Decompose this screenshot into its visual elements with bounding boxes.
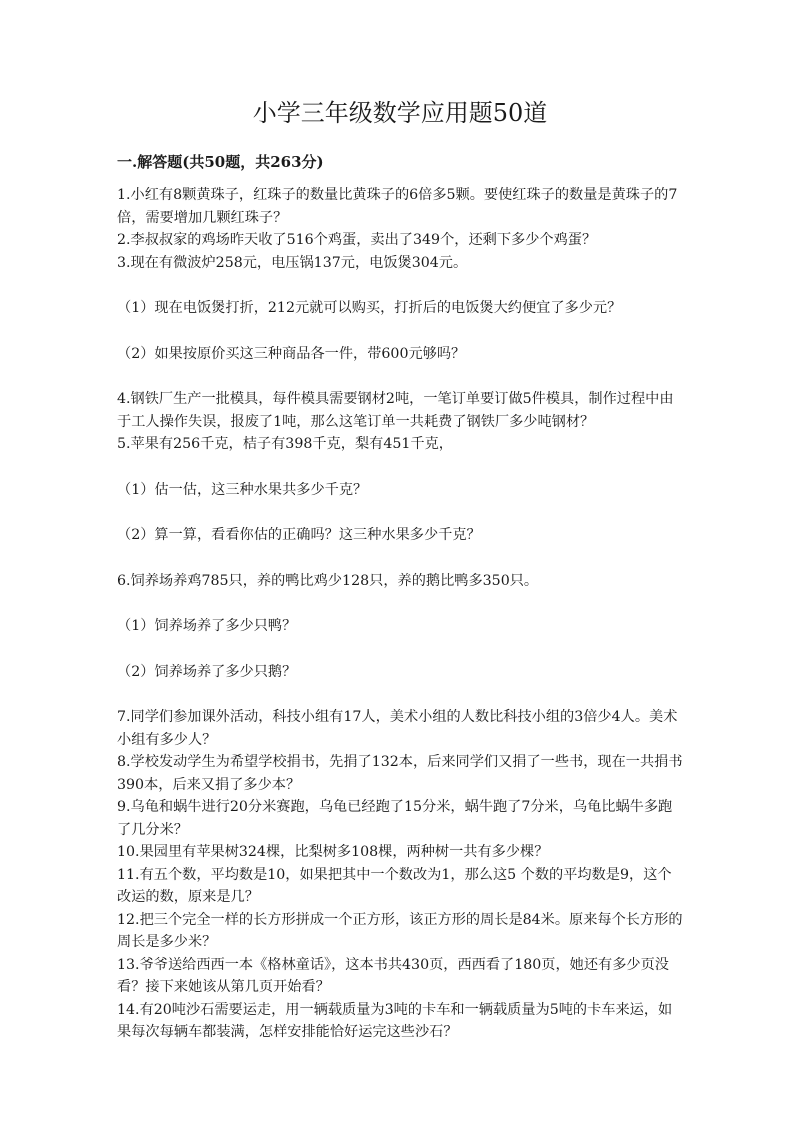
question-8: 8.学校发动学生为希望学校捐书，先捐了132本，后来同学们又捐了一些书，现在一共捐书390本，后来又捐了多少本？	[117, 754, 683, 793]
question-14: 14.有20吨沙石需要运走，用一辆载质量为3吨的卡车和一辆载质量为5吨的卡车来运，如果每次每辆车都装满，怎样安排能恰好运完这些沙石？	[117, 1001, 673, 1040]
question-4: 4.钢铁厂生产一批模具，每件模具需要钢材2吨，一笔订单要订做5件模具，制作过程中由于工人操作失误，报废了1吨，那么这笔订单一共耗费了钢铁厂多少吨钢材？	[117, 391, 674, 430]
question-1: 1.小红有8颗黄珠子，红珠子的数量比黄珠子的6倍多5颗。要使红珠子的数量是黄珠子的7倍，需要增加几颗红珠子？	[117, 187, 678, 226]
question-7: 7.同学们参加课外活动，科技小组有17人，美术小组的人数比科技小组的3倍少4人。美术小组有多少人？	[117, 709, 678, 748]
question-6-part-2: （2）饲养场养了多少只鹅？	[117, 663, 297, 680]
question-list	[117, 184, 683, 1044]
question-3-part-2: （2）如果按原价买这三种商品各一件，带600元够吗？	[117, 345, 466, 362]
question-6-part-1: （1）饲养场养了多少只鸭？	[117, 618, 297, 634]
question-6: 6.饲养场养鸡785只，养的鸭比鸡少128只，养的鹅比鸭多350只。	[117, 572, 539, 589]
question-5: 5.苹果有256千克，桔子有398千克，梨有451千克，	[117, 436, 453, 452]
question-11: 11.有五个数，平均数是10，如果把其中一个数改为1，那么这5 个数的平均数是9，这个改运的数，原来是几？	[117, 866, 672, 905]
question-3: 3.现在有微波炉258元，电压锅137元，电饭煲304元。	[117, 254, 468, 271]
question-9: 9.乌龟和蜗牛进行20分米赛跑，乌龟已经跑了15分米，蜗牛跑了7分米，乌龟比蜗牛多跑了几分米？	[117, 799, 673, 838]
section-heading: 一.解答题(共50题，共263分)	[117, 153, 324, 171]
question-12: 12.把三个完全一样的长方形拼成一个正方形，该正方形的周长是84米。原来每个长方形的周长是多少米？	[117, 911, 683, 950]
question-5-part-2: （2）算一算，看看你估的正确吗？这三种水果多少千克？	[117, 527, 481, 543]
question-3-part-1: （1）现在电饭煲打折，212元就可以购买，打折后的电饭煲大约便宜了多少元？	[117, 300, 622, 316]
question-13: 13.爷爷送给西西一本《格林童话》，这本书共430页，西西看了180页，她还有多少页没看？接下来她该从第几页开始看？	[117, 956, 669, 995]
question-2: 2.李叔叔家的鸡场昨天收了516个鸡蛋，卖出了349个，还剩下多少个鸡蛋？	[117, 232, 597, 248]
question-10: 10.果园里有苹果树324棵，比梨树多108棵，两种树一共有多少棵？	[117, 844, 549, 860]
document-title: 小学三年级数学应用题50道	[252, 99, 548, 127]
question-5-part-1: （1）估一估，这三种水果共多少千克？	[117, 481, 368, 498]
